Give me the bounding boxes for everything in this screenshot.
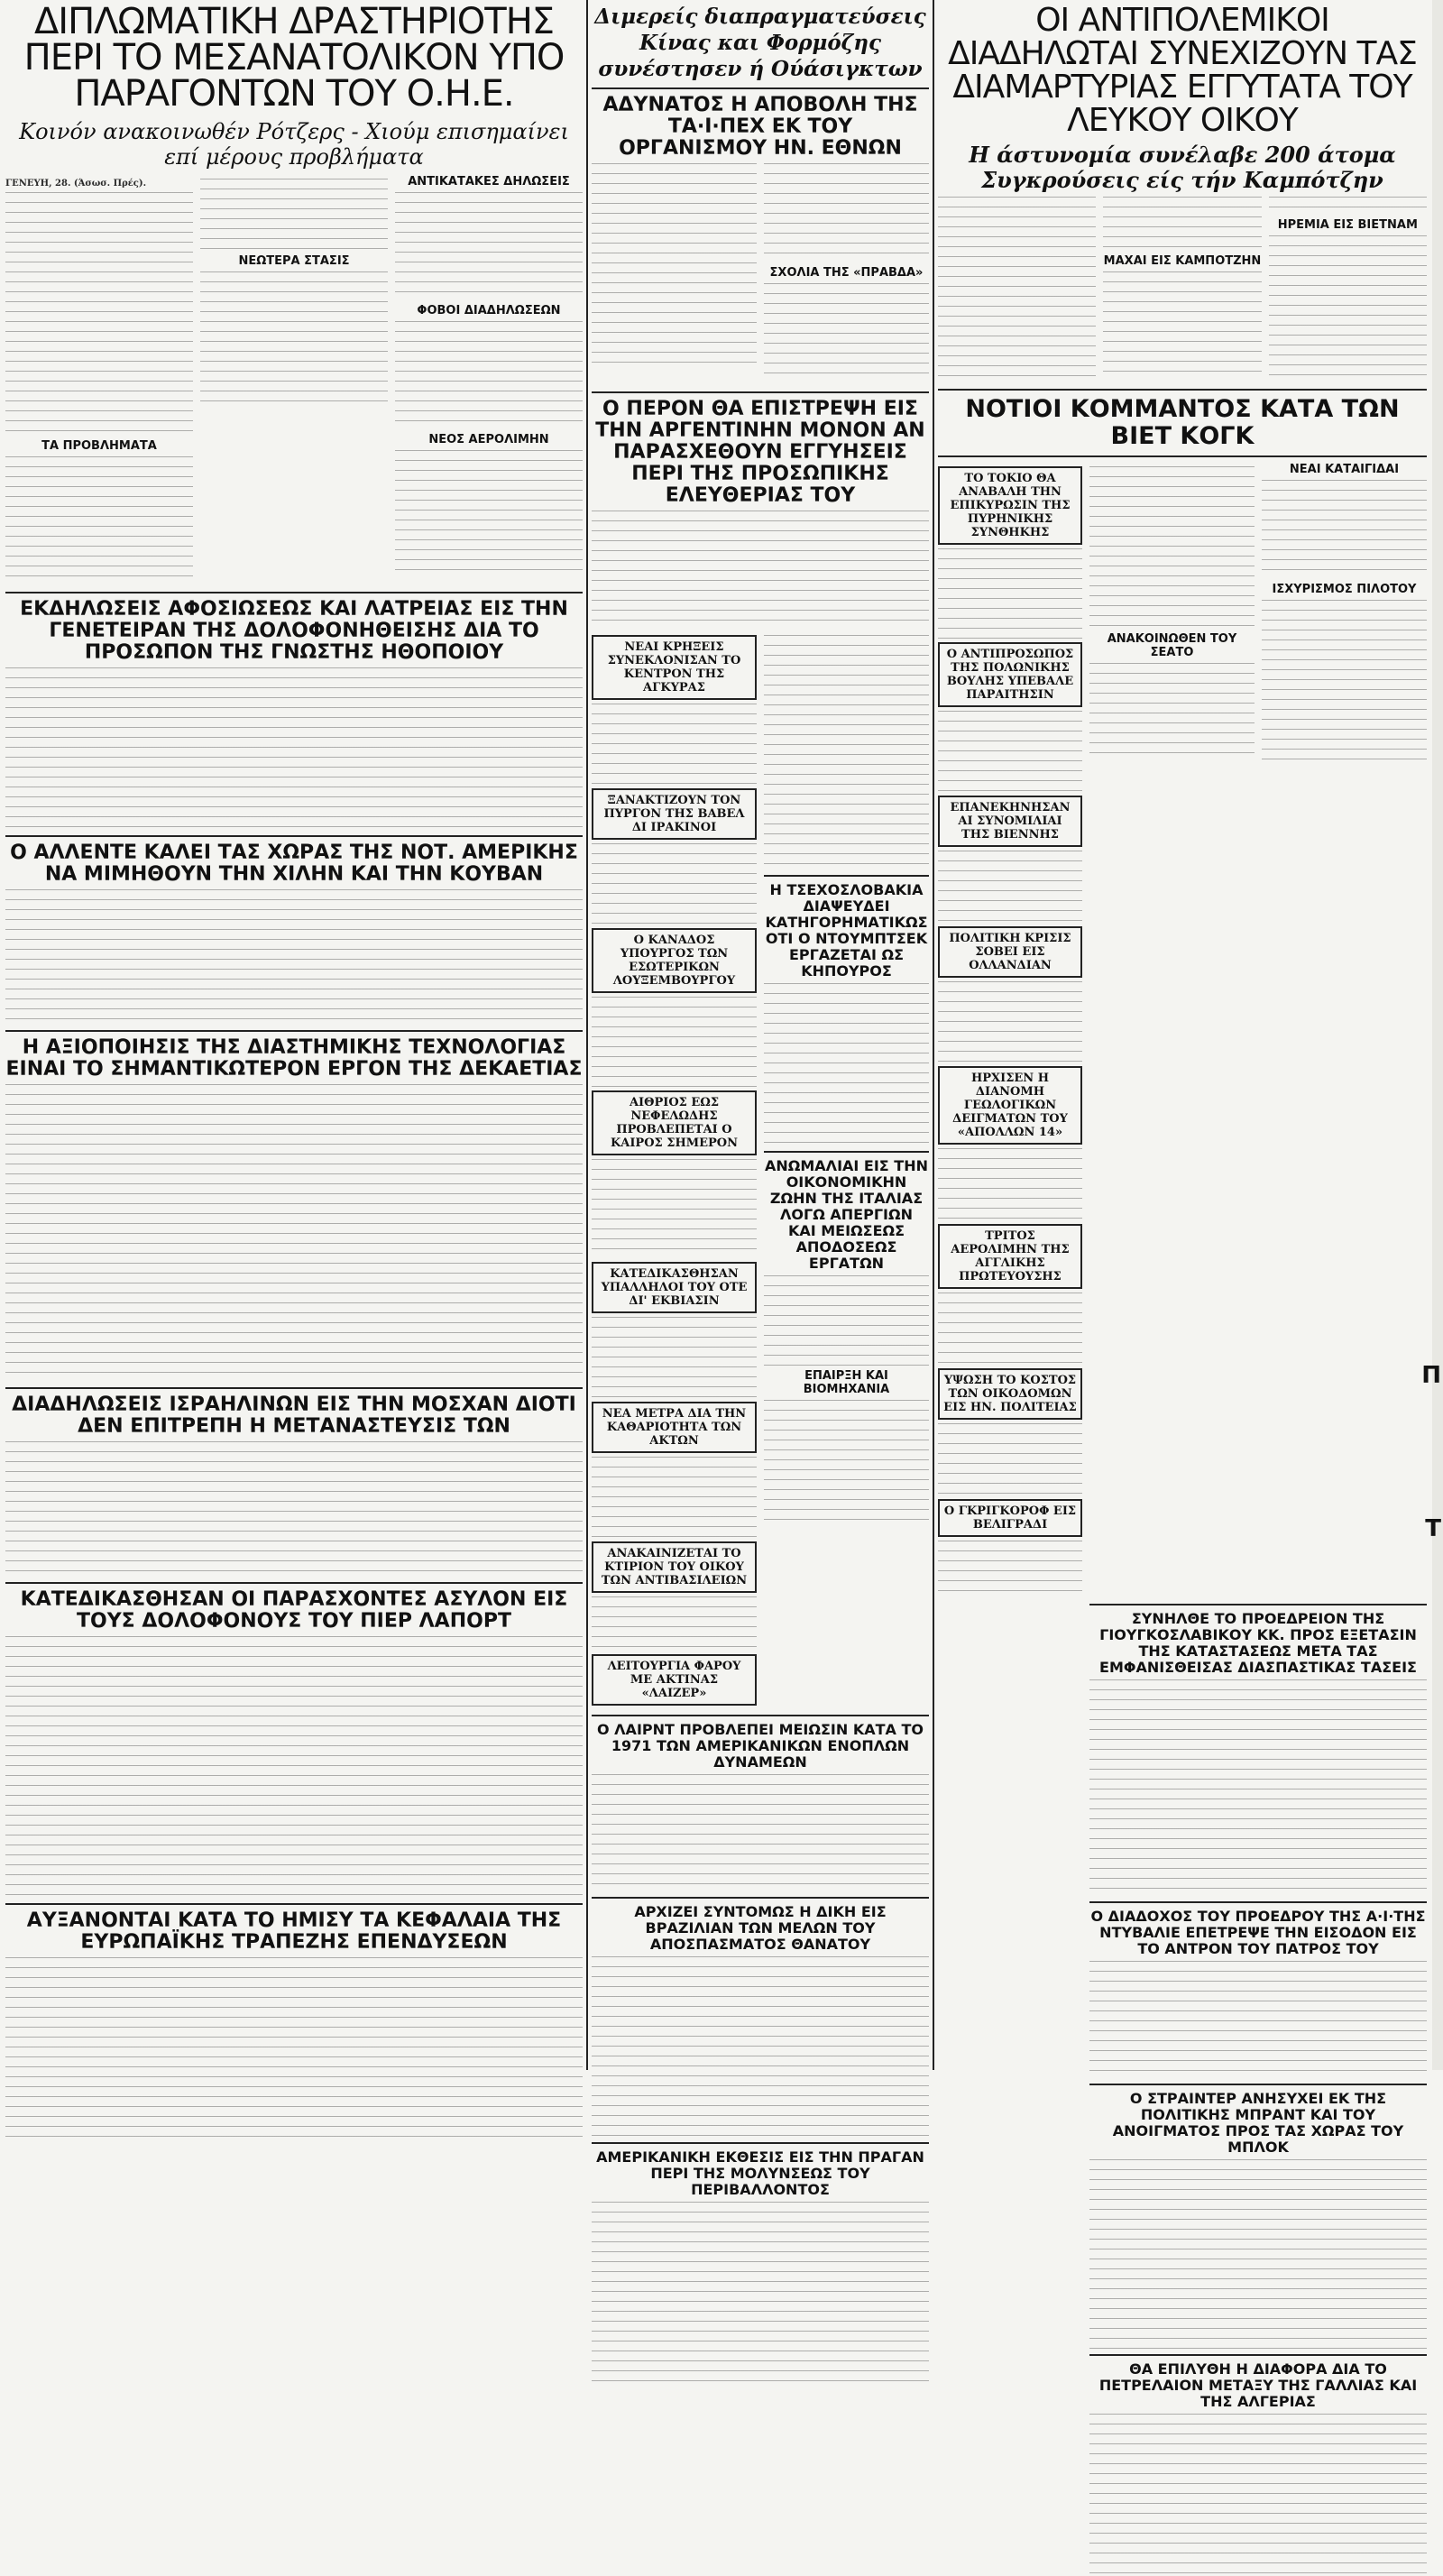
page-edge bbox=[1421, 0, 1443, 2070]
box-epanekinisan bbox=[938, 796, 1082, 847]
body-text bbox=[592, 1774, 929, 1891]
box-antiprosopos bbox=[938, 642, 1082, 707]
box-title: ΤΡΙΤΟΣ ΑΕΡΟΛΙΜΗΝ ΤΗΣ ΑΓΓΛΙΚΗΣ ΠΡΩΤΕΥΟΥΣΗΣ bbox=[951, 1229, 1070, 1283]
box-title: ΝΕΑ ΜΕΤΡΑ ΔΙΑ ΤΗΝ ΚΑΘΑΡΙΟΤΗΤΑ ΤΩΝ ΑΚΤΩΝ bbox=[602, 1407, 747, 1448]
body-text bbox=[764, 983, 929, 1145]
column-1 bbox=[5, 0, 583, 2070]
box-neai-krisis bbox=[592, 635, 757, 700]
subhead: ΑΝΤΙΚΑΤΑΚΕΣ ΔΗΛΩΣΕΙΣ bbox=[408, 175, 570, 189]
headline-antipolemikoi: ΟΙ ΑΝΤΙΠΟΛΕΜΙΚΟΙ ΔΙΑΔΗΛΩΤΑΙ ΣΥΝΕΧΙΖΟΥΝ ΤΑΣ ΔΙΑΜΑΡΤΥΡΙΑΣ ΕΓΓΥΤΑΤΑ ΤΟΥ ΛΕΥΚΟΥ ΟΙΚΟΥ bbox=[948, 2, 1417, 139]
subhead: ΕΠΑΙΡΞΗ ΚΑΙ ΒΙΟΜΗΧΑΝΙΑ bbox=[803, 1369, 890, 1396]
headline-petrelaio: ΘΑ ΕΠΙΛΥΘΗ Η ΔΙΑΦΟΡΑ ΔΙΑ ΤΟ ΠΕΤΡΕΛΑΙΟΝ ΜΕΤΑΞΥ ΤΗΣ ΓΑΛΛΙΑΣ ΚΑΙ ΤΗΣ ΑΛΓΕΡΙΑΣ bbox=[1098, 2360, 1418, 2410]
body-text bbox=[5, 192, 193, 436]
deck-sygkrouseis: Συγκρούσεις είς τήν Καμπότζην bbox=[981, 167, 1383, 193]
subhead: ΑΝΑΚΟΙΝΩΘΕΝ ΤΟΥ ΣΕΑΤΟ bbox=[1107, 632, 1237, 659]
box-title: Ο ΑΝΤΙΠΡΟΣΩΠΟΣ ΤΗΣ ΠΟΛΩΝΙΚΗΣ ΒΟΥΛΗΣ ΥΠΕΒΑΛΕ ΠΑΡΑΙΤΗΣΙΝ bbox=[946, 648, 1074, 702]
column-3 bbox=[938, 0, 1427, 2410]
edge-letter: Π bbox=[1421, 1362, 1441, 1389]
box-anakainisi bbox=[592, 1541, 757, 1593]
subhead: ΤΑ ΠΡΟΒΛΗΜΑΤΑ bbox=[41, 439, 157, 454]
body-text bbox=[5, 1441, 583, 1577]
headline-straider: Ο ΣΤΡΑΙΝΤΕΡ ΑΝΗΣΥΧΕΙ ΕΚ ΤΗΣ ΠΟΛΙΤΙΚΗΣ ΜΠΡΑΝΤ ΚΑΙ ΤΟΥ ΑΝΟΙΓΜΑΤΟΣ ΠΡΟΣ ΤΑΣ ΧΩΡΑΣ ΤΟΥ ΜΠΛΟΚ bbox=[1112, 2090, 1404, 2156]
deck-astynomia: Η άστυνομία συνέλαβε 200 άτομα bbox=[969, 142, 1396, 168]
box-katadik2 bbox=[592, 1262, 757, 1313]
body-text bbox=[5, 667, 583, 830]
body-text bbox=[1089, 663, 1255, 762]
headline-laird: Ο ΛΑΙΡΝΤ ΠΡΟΒΛΕΠΕΙ ΜΕΙΩΣΙΝ ΚΑΤΑ ΤΟ 1971 ΤΩΝ ΑΜΕΡΙΚΑΝΙΚΩΝ ΕΝΟΠΛΩΝ ΔΥΝΑΜΕΩΝ bbox=[597, 1721, 924, 1771]
body-text bbox=[5, 1636, 583, 1898]
article-diplomatic bbox=[5, 175, 583, 586]
deck-diplomatic: Κοινόν ανακοινωθέν Ρότζερς - Χιούμ επισημαίνει επί μέρους προβλήματα bbox=[19, 119, 569, 170]
box-title: ΞΑΝΑΚΤΙΖΟΥΝ ΤΟΝ ΠΥΡΓΟΝ ΤΗΣ ΒΑΒΕΛ ΔΙ ΙΡΑΚΙΝΟΙ bbox=[603, 794, 745, 834]
body-text bbox=[592, 1596, 757, 1651]
box-leitourgia bbox=[592, 1654, 757, 1706]
body-text bbox=[938, 1148, 1082, 1220]
body-text bbox=[938, 548, 1082, 639]
body-text bbox=[5, 1957, 583, 2138]
box-title: ΛΕΙΤΟΥΡΓΙΑ ΦΑΡΟΥ ΜΕ ΑΚΤΙΝΑΣ «ΛΑΙΖΕΡ» bbox=[607, 1660, 741, 1700]
box-gkrikorof bbox=[938, 1499, 1082, 1537]
body-text bbox=[395, 192, 583, 300]
headline-synilthe: ΣΥΝΗΛΘΕ ΤΟ ΠΡΟΕΔΡΕΙΟΝ ΤΗΣ ΓΙΟΥΓΚΟΣΛΑΒΙΚΟΥ ΚΚ. ΠΡΟΣ ΕΞΕΤΑΣΙΝ ΤΗΣ ΚΑΤΑΣΤΑΣΕΩΣ ΜΕΤΑ ΤΑΣ ΕΜΦΑΝΙΣΘΕΙΣΑΣ ΔΙΑΣΠΑΣΤΙΚΑΣ ΤΑΣΕΙΣ bbox=[1099, 1610, 1417, 1676]
box-title: ΑΙΘΡΙΟΣ ΕΩΣ ΝΕΦΕΛΩΔΗΣ ΠΡΟΒΛΕΠΕΤΑΙ Ο ΚΑΙΡΟΣ ΣΗΜΕΡΟΝ bbox=[610, 1096, 739, 1150]
headline-israel: ΔΙΑΔΗΛΩΣΕΙΣ ΙΣΡΑΗΛΙΝΩΝ ΕΙΣ ΤΗΝ ΜΟΣΧΑΝ ΔΙΟΤΙ ΔΕΝ ΕΠΙΤΡΕΠΗ Η ΜΕΤΑΝΑΣΤΕΥΣΙΣ ΤΩΝ bbox=[12, 1394, 576, 1439]
box-politiki bbox=[938, 926, 1082, 978]
headline-peron: Ο ΠΕΡΟΝ ΘΑ ΕΠΙΣΤΡΕΨΗ ΕΙΣ ΤΗΝ ΑΡΓΕΝΤΙΝΗΝ ΜΟΝΟΝ ΑΝ ΠΑΡΑΣΧΕΘΟΥΝ ΕΓΓΥΗΣΕΙΣ ΠΕΡΙ ΤΗΣ ΠΡΟΣΩΠΙΚΗΣ ΕΛΕΥΘΕΡΙΑΣ ΤΟΥ bbox=[595, 398, 925, 507]
body-text bbox=[938, 1423, 1082, 1495]
subhead: ΝΕΑΙ ΚΑΤΑΙΓΙΔΑΙ bbox=[1289, 463, 1400, 476]
body-text bbox=[1269, 235, 1427, 380]
subhead: ΝΕΩΤΕΡΑ ΣΤΑΣΙΣ bbox=[238, 254, 350, 268]
subhead: ΗΡΕΜΙΑ ΕΙΣ ΒΙΕΤΝΑΜ bbox=[1277, 218, 1418, 232]
subhead: ΙΣΧΥΡΙΣΜΟΣ ΠΙΛΟΤΟΥ bbox=[1272, 583, 1417, 596]
body-text bbox=[592, 843, 757, 925]
headline-arxizei: ΑΡΧΙΖΕΙ ΣΥΝΤΟΜΩΣ Η ΔΙΚΗ ΕΙΣ ΒΡΑΖΙΛΙΑΝ ΤΩΝ ΜΕΛΩΝ ΤΟΥ ΑΠΟΣΠΑΣΜΑΤΟΣ ΘΑΝΑΤΟΥ bbox=[634, 1903, 887, 1953]
headline-aukshontai: ΑΥΞΑΝΟΝΤΑΙ ΚΑΤΑ ΤΟ ΗΜΙΣΥ ΤΑ ΚΕΦΑΛΑΙΑ ΤΗΣ ΕΥΡΩΠΑΪΚΗΣ ΤΡΑΠΕΖΗΣ ΕΠΕΝΔΥΣΕΩΝ bbox=[26, 1909, 562, 1955]
box-tritos bbox=[938, 1224, 1082, 1289]
body-text bbox=[592, 1317, 757, 1398]
body-text bbox=[395, 321, 583, 429]
dateline: ΓΕΝΕΥΗ, 28. (Άσωσ. Πρές). bbox=[5, 179, 147, 189]
box-title: ΤΟ ΤΟΚΙΟ ΘΑ ΑΝΑΒΑΛΗ ΤΗΝ ΕΠΙΚΥΡΩΣΙΝ ΤΗΣ ΠΥΡΗΝΙΚΗΣ ΣΥΝΘΗΚΗΣ bbox=[950, 472, 1071, 539]
body-text bbox=[938, 1541, 1082, 1595]
body-text bbox=[592, 704, 757, 785]
body-text bbox=[592, 163, 757, 371]
body-text bbox=[592, 2202, 929, 2382]
column-2 bbox=[592, 0, 929, 2198]
headline-adynatos: ΑΔΥΝΑΤΟΣ Η ΑΠΟΒΟΛΗ ΤΗΣ ΤΑ·Ι·ΠΕΧ ΕΚ ΤΟΥ ΟΡΓΑΝΙΣΜΟΥ ΗΝ. ΕΘΝΩΝ bbox=[602, 94, 918, 160]
box-title: Ο ΚΑΝΑΔΟΣ ΥΠΟΥΡΓΟΣ ΤΩΝ ΕΣΩΤΕΡΙΚΩΝ ΛΟΥΞΕΜΒΟΥΡΓΟΥ bbox=[612, 934, 736, 988]
headline-allende: Ο ΑΛΛΕΝΤΕ ΚΑΛΕΙ ΤΑΣ ΧΩΡΑΣ ΤΗΣ ΝΟΤ. ΑΜΕΡΙΚΗΣ ΝΑ ΜΙΜΗΘΟΥΝ ΤΗΝ ΧΙΛΗΝ ΚΑΙ ΤΗΝ ΚΟΥΒΑΝ bbox=[10, 842, 578, 887]
body-text bbox=[938, 851, 1082, 923]
box-tokio bbox=[938, 466, 1082, 545]
headline-anomaliai: ΑΝΩΜΑΛΙΑΙ ΕΙΣ ΤΗΝ ΟΙΚΟΝΟΜΙΚΗΝ ΖΩΗΝ ΤΗΣ ΙΤΑΛΙΑΣ ΛΟΓΩ ΑΠΕΡΓΙΩΝ ΚΑΙ ΜΕΙΩΣΕΩΣ ΑΠΟΔΟΣΕΩΣ ΕΡΓΑΤΩΝ bbox=[765, 1157, 928, 1272]
body-text bbox=[592, 1159, 757, 1258]
body-text bbox=[764, 1400, 929, 1526]
subhead: ΣΧΟΛΙΑ ΤΗΣ «ΠΡΑΒΔΑ» bbox=[769, 266, 924, 280]
box-title: ΕΠΑΝΕΚΗΝΗΣΑΝ ΑΙ ΣΥΝΟΜΙΛΙΑΙ ΤΗΣ ΒΙΕΝΝΗΣ bbox=[950, 801, 1071, 842]
body-text bbox=[764, 163, 929, 262]
body-text bbox=[764, 283, 929, 382]
box-title: ΝΕΑΙ ΚΡΗΞΕΙΣ ΣΥΝΕΚΛΟΝΙΣΑΝ ΤΟ ΚΕΝΤΡΟΝ ΤΗΣ ΑΓΚΥΡΑΣ bbox=[607, 640, 741, 695]
subhead: ΦΟΒΟΙ ΔΙΑΔΗΛΩΣΕΩΝ bbox=[417, 304, 561, 317]
box-title: ΥΨΩΣΗ ΤΟ ΚΟΣΤΟΣ ΤΩΝ ΟΙΚΟΔΟΜΩΝ ΕΙΣ ΗΝ. ΠΟΛΙΤΕΙΑΣ bbox=[943, 1374, 1077, 1414]
headline-katadikasthesan: ΚΑΤΕΔΙΚΑΣΘΗΣΑΝ ΟΙ ΠΑΡΑΣΧΟΝΤΕΣ ΑΣΥΛΟΝ ΕΙΣ ΤΟΥΣ ΔΟΛΟΦΟΝΟΥΣ ΤΟΥ ΠΙΕΡ ΛΑΠΟΡΤ bbox=[20, 1588, 568, 1633]
body-text bbox=[938, 981, 1082, 1063]
body-text bbox=[1089, 1961, 1427, 2078]
headline-diplomatic: ΔΙΠΛΩΜΑΤΙΚΗ ΔΡΑΣΤΗΡΙΟΤΗΣ ΠΕΡΙ ΤΟ ΜΕΣΑΝΑΤΟΛΙΚΟΝ ΥΠΟ ΠΑΡΑΓΟΝΤΩΝ ΤΟΥ Ο.Η.Ε. bbox=[23, 1, 565, 115]
box-sanaktizoun bbox=[592, 788, 757, 840]
box-title: ΗΡΧΙΣΕΝ Η ΔΙΑΝΟΜΗ ΓΕΩΛΟΓΙΚΩΝ ΔΕΙΓΜΑΤΩΝ ΤΟΥ «ΑΠΟΛΛΩΝ 14» bbox=[952, 1072, 1068, 1139]
body-text bbox=[764, 635, 929, 869]
body-text bbox=[764, 1275, 929, 1366]
body-text bbox=[5, 456, 193, 583]
box-kairos bbox=[592, 1090, 757, 1155]
body-text bbox=[592, 511, 929, 628]
body-text bbox=[1103, 271, 1261, 380]
body-text bbox=[200, 179, 388, 251]
body-text bbox=[592, 1457, 757, 1538]
box-title: ΠΟΛΙΤΙΚΗ ΚΡΙΣΙΣ ΣΟΒΕΙ ΕΙΣ ΟΛΛΑΝΔΙΑΝ bbox=[949, 932, 1071, 972]
body-text bbox=[938, 1293, 1082, 1365]
headline-space: Η ΑΞΙΟΠΟΙΗΣΙΣ ΤΗΣ ΔΙΑΣΤΗΜΙΚΗΣ ΤΕΧΝΟΛΟΓΙΑΣ ΕΙΝΑΙ ΤΟ ΣΗΜΑΝΤΙΚΩΤΕΡΟΝ ΕΡΓΟΝ ΤΗΣ ΔΕΚΑΕΤΙΑΣ bbox=[5, 1036, 583, 1081]
box-ypsosi bbox=[938, 1368, 1082, 1420]
body-text bbox=[592, 997, 757, 1087]
body-text bbox=[938, 711, 1082, 792]
headline-amerikaniki: ΑΜΕΡΙΚΑΝΙΚΗ ΕΚΘΕΣΙΣ ΕΙΣ ΤΗΝ ΠΡΑΓΑΝ ΠΕΡΙ ΤΗΣ ΜΟΛΥΝΣΕΩΣ ΤΟΥ ΠΕΡΙΒΑΛΛΟΝΤΟΣ bbox=[596, 2148, 924, 2198]
body-text bbox=[395, 450, 583, 576]
box-irxise bbox=[938, 1066, 1082, 1145]
subhead: ΝΕΟΣ ΑΕΡΟΛΙΜΗΝ bbox=[428, 433, 549, 446]
body-text bbox=[1103, 197, 1261, 251]
edge-letter: Τ bbox=[1425, 1515, 1441, 1542]
body-text bbox=[5, 1084, 583, 1382]
body-text bbox=[1269, 197, 1427, 215]
body-text bbox=[1262, 480, 1427, 579]
box-title: ΑΝΑΚΑΙΝΙΖΕΤΑΙ ΤΟ ΚΤΙΡΙΟΝ ΤΟΥ ΟΙΚΟΥ ΤΩΝ ΑΝΤΙΒΑΣΙΛΕΙΩΝ bbox=[601, 1547, 748, 1587]
headline-diadoxos: Ο ΔΙΑΔΟΧΟΣ ΤΟΥ ΠΡΟΕΔΡΟΥ ΤΗΣ Α·Ι·ΤΗΣ ΝΤΥΒΑΛΙΕ ΕΠΕΤΡΕΨΕ ΤΗΝ ΕΙΣΟΔΟΝ ΕΙΣ ΤΟ ΑΝΤΡΟΝ ΤΟΥ ΠΑΤΡΟΣ ΤΟΥ bbox=[1090, 1908, 1426, 1957]
headline-notioi: ΝΟΤΙΟΙ ΚΟΜΜΑΝΤΟΣ ΚΑΤΑ ΤΩΝ ΒΙΕΤ ΚΟΓΚ bbox=[965, 395, 1400, 450]
body-text bbox=[1089, 466, 1255, 629]
subhead: ΜΑΧΑΙ ΕΙΣ ΚΑΜΠΟΤΖΗΝ bbox=[1103, 254, 1262, 268]
body-text bbox=[200, 271, 388, 407]
body-text bbox=[1262, 600, 1427, 762]
box-kannadas bbox=[592, 928, 757, 993]
body-text bbox=[5, 889, 583, 1025]
headline-ekdiloseis: ΕΚΔΗΛΩΣΕΙΣ ΑΦΟΣΙΩΣΕΩΣ ΚΑΙ ΛΑΤΡΕΙΑΣ ΕΙΣ ΤΗΝ ΓΕΝΕΤΕΙΡΑΝ ΤΗΣ ΔΟΛΟΦΟΝΗΘΕΙΣΗΣ ΔΙΑ ΤΟ ΠΡΟΣΩΠΟΝ ΤΗΣ ΓΝΩΣΤΗΣ ΗΘΟΠΟΙΟΥ bbox=[20, 598, 568, 665]
headline-china: Διμερείς διαπραγματεύσεις Κίνας και Φορμόζης συνέστησεν ή Ούάσιγκτων bbox=[594, 5, 926, 81]
body-text bbox=[592, 1956, 929, 2137]
headline-tchecho: Η ΤΣΕΧΟΣΛΟΒΑΚΙΑ ΔΙΑΨΕΥΔΕΙ ΚΑΤΗΓΟΡΗΜΑΤΙΚΩΣ ΟΤΙ Ο ΝΤΟΥΜΠΤΣΕΚ ΕΡΓΑΖΕΤΑΙ ΩΣ ΚΗΠΟΥΡΟΣ bbox=[765, 881, 928, 980]
box-metra bbox=[592, 1402, 757, 1453]
box-title: Ο ΓΚΡΙΓΚΟΡΟΦ ΕΙΣ ΒΕΛΙΓΡΑΔΙ bbox=[943, 1504, 1077, 1532]
box-title: ΚΑΤΕΔΙΚΑΣΘΗΣΑΝ ΥΠΑΛΛΗΛΟΙ ΤΟΥ ΟΤΕ ΔΙ' ΕΚΒΙΑΣΙΝ bbox=[601, 1267, 748, 1308]
body-text bbox=[938, 197, 1096, 377]
body-text bbox=[1089, 2414, 1427, 2576]
body-text bbox=[1089, 2159, 1427, 2349]
body-text bbox=[1089, 1679, 1427, 1896]
